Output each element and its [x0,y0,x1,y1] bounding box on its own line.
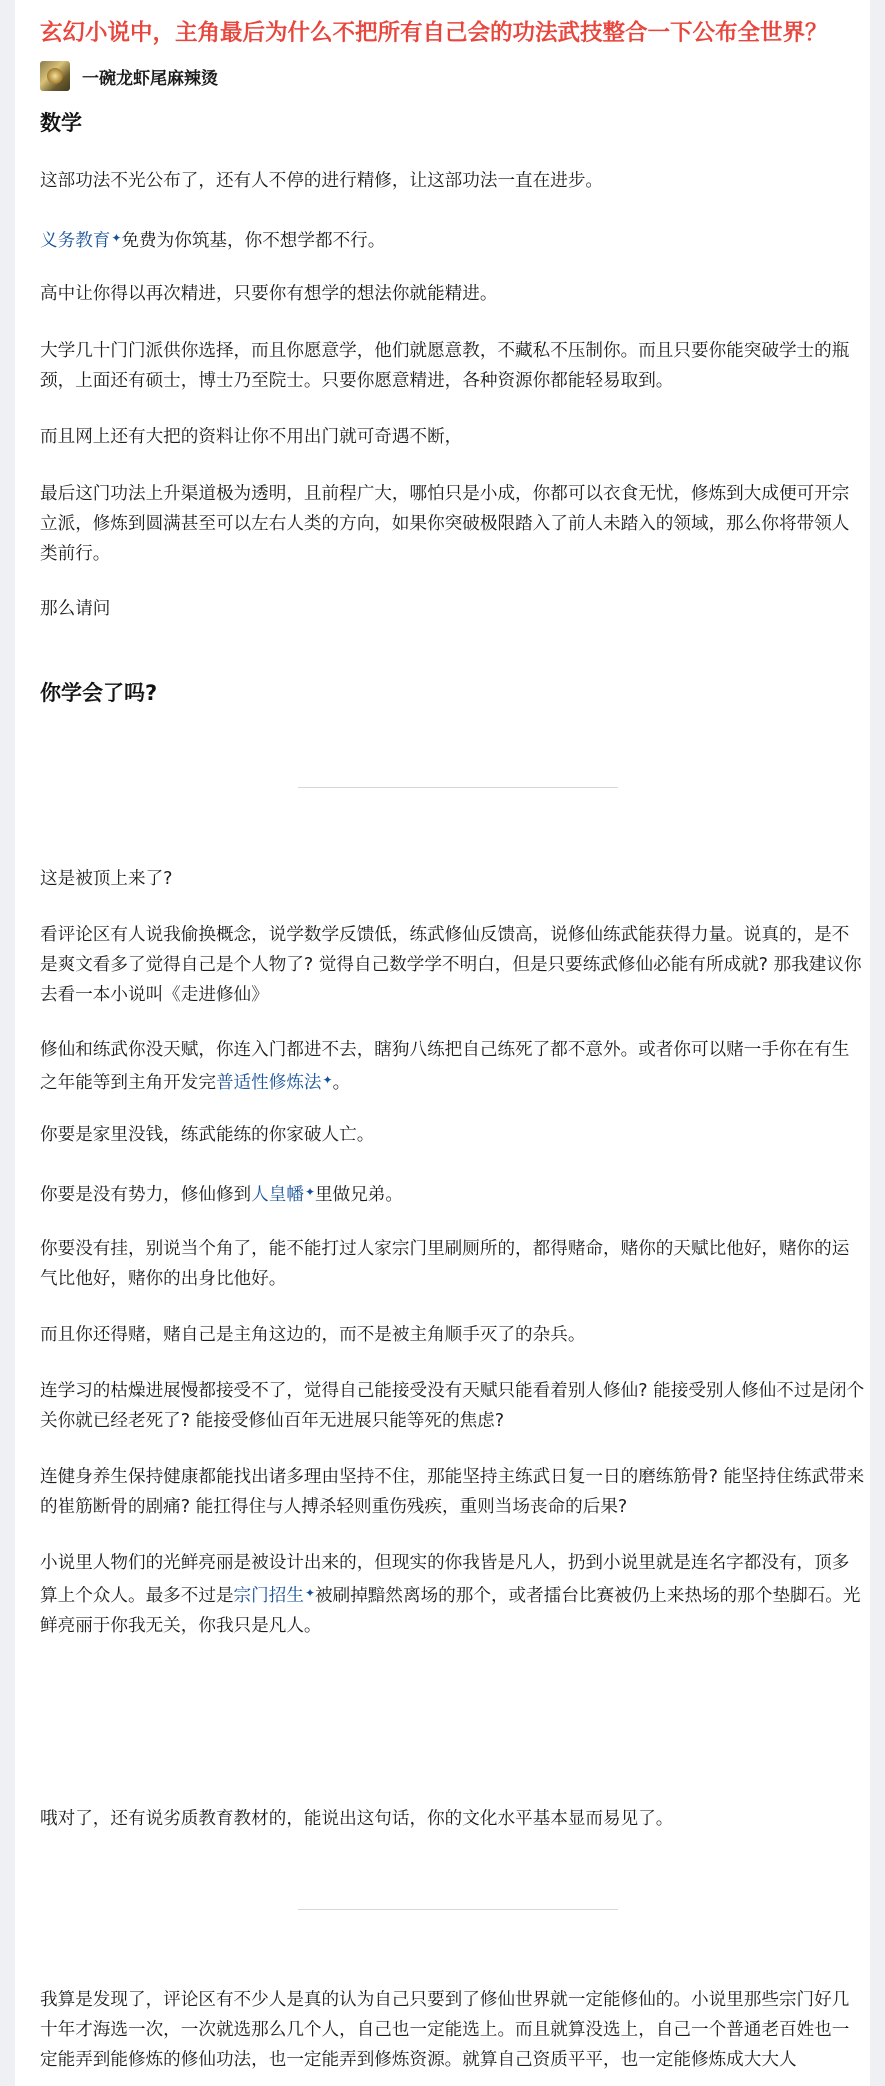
question-title[interactable]: 玄幻小说中，主角最后为什么不把所有自己会的功法武技整合一下公布全世界？ [40,20,828,46]
paragraph-10-text-b: 。 [332,1073,351,1093]
paragraph-11: 你要是家里没钱，练武能练的你家破人亡。 [40,1125,375,1145]
link-sparkle-icon: ✦ [304,1586,315,1600]
avatar[interactable] [40,61,70,91]
paragraph-16: 连健身养生保持健康都能找出诸多理由坚持不住，那能坚持主练武日复一日的磨练筋骨? 能坚持住练武带来的崔筋断骨的剧痛? 能扛得住与人搏杀轻则重伤残疾，重则当场丧命的后果? [40,1467,865,1517]
paragraph-17-text-b: 被刷掉黯然离场的那个，或者擂台比赛被仍上来热场的那个垫脚石。光鲜亮丽于你我无关，你我只是凡人。 [40,1586,861,1636]
paragraph-12-text-b: 里做兄弟。 [315,1185,403,1205]
paragraph-14: 而且你还得赌，赌自己是主角这边的，而不是被主角顺手灭了的杂兵。 [40,1325,586,1345]
author-info[interactable] [40,61,218,91]
answer-card [15,0,870,2086]
paragraph-1: 这部功法不光公布了，还有人不停的进行精修，让这部功法一直在进步。 [40,171,604,191]
link-compulsory-education[interactable]: 义务教育 [40,231,111,251]
paragraph-8: 这是被顶上来了? [40,869,173,889]
heading-math: 数学 [40,111,82,135]
paragraph-12-text-a: 你要是没有势力，修仙修到 [40,1185,252,1205]
paragraph-13: 你要没有挂，别说当个角了，能不能打过人家宗门里刷厕所的，都得赌命，赌你的天赋比他好，赌你的运气比他好，赌你的出身比他好。 [40,1239,850,1289]
link-sparkle-icon: ✦ [322,1073,333,1087]
author-name[interactable]: 一碗龙虾尾麻辣烫 [82,68,218,89]
paragraph-7: 那么请问 [40,599,111,619]
paragraph-10-text-a: 修仙和练武你没天赋，你连入门都进不去，瞎狗八练把自己练死了都不意外。或者你可以赌一手你在有生之年能等到主角开发完 [40,1040,850,1093]
link-sparkle-icon: ✦ [304,1185,315,1199]
paragraph-4: 大学几十门门派供你选择，而且你愿意学，他们就愿意教，不藏私不压制你。而且只要你能突破学士的瓶颈，上面还有硕士，博士乃至院士。只要你愿意精进，各种资源你都能轻易取到。 [40,341,850,391]
paragraph-19: 我算是发现了，评论区有不少人是真的认为自己只要到了修仙世界就一定能修仙的。小说里那些宗门好几十年才海选一次，一次就选那么几个人，自己也一定能选上。而且就算没选上，自己一个普通老百姓也一定能弄到能修炼的修仙功法，也一定能弄到修炼资源。就算自己资质平平，也一定能修炼成大大人 [40,1990,850,2070]
paragraph-3: 高中让你得以再次精进，只要你有想学的想法你就能精进。 [40,284,498,304]
paragraph-6: 最后这门功法上升渠道极为透明，且前程广大，哪怕只是小成，你都可以衣食无忧，修炼到大成便可开宗立派，修炼到圆满甚至可以左右人类的方向，如果你突破极限踏入了前人未踏入的领域，那么你将带领人类前行。 [40,484,850,564]
paragraph-17-text-a: 小说里人物们的光鲜亮丽是被设计出来的，但现实的你我皆是凡人，扔到小说里就是连名字都没有，顶多算上个众人。最多不过是 [40,1553,850,1606]
paragraph-2 [40,223,865,256]
divider [298,787,618,788]
paragraph-12 [40,1177,865,1210]
paragraph-10 [40,1035,865,1098]
link-human-emperor-banner[interactable]: 人皇幡 [251,1185,304,1205]
paragraph-2-text: 免费为你筑基，你不想学都不行。 [121,231,386,251]
paragraph-5: 而且网上还有大把的资料让你不用出门就可奇遇不断， [40,427,463,447]
link-universal-cultivation[interactable]: 普适性修炼法 [215,1073,322,1093]
paragraph-9: 看评论区有人说我偷换概念，说学数学反馈低，练武修仙反馈高，说修仙练武能获得力量。说真的，是不是爽文看多了觉得自己是个人物了? 觉得自己数学学不明白，但是只要练武修仙必能有所成就? 那我建议你去看一本小说叫《走进修仙》 [40,925,862,1005]
link-sect-recruitment[interactable]: 宗门招生 [233,1586,304,1606]
heading-learned: 你学会了吗? [40,681,158,705]
paragraph-17 [40,1548,865,1641]
paragraph-15: 连学习的枯燥进展慢都接受不了，觉得自己能接受没有天赋只能看着别人修仙? 能接受别人修仙不过是闭个关你就已经老死了? 能接受修仙百年无进展只能等死的焦虑? [40,1381,865,1431]
divider [298,1909,618,1910]
link-sparkle-icon: ✦ [111,231,122,245]
paragraph-18: 哦对了，还有说劣质教育教材的，能说出这句话，你的文化水平基本显而易见了。 [40,1809,674,1829]
